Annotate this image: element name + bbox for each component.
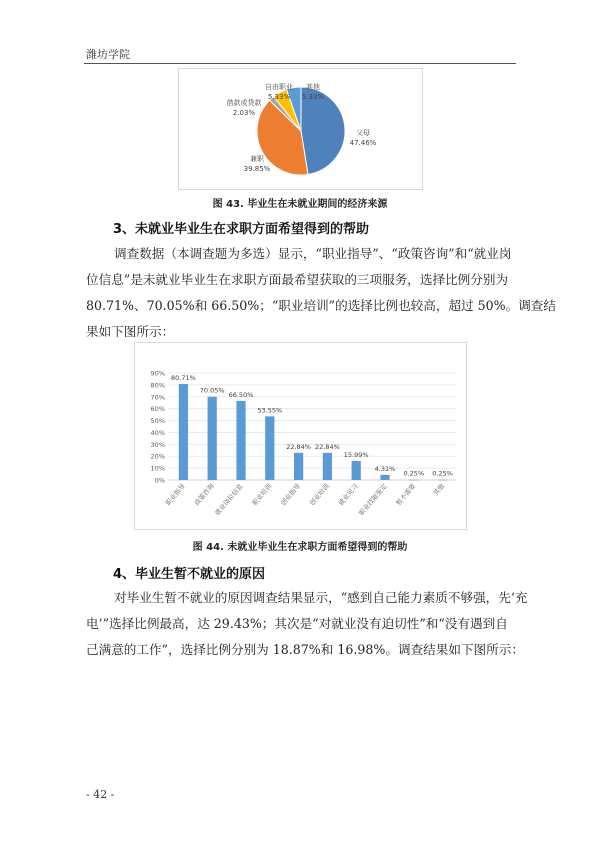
paragraph-line: 己满意的工作”，选择比例分别为 18.87%和 16.98%。调查结果如下图所示：	[86, 642, 524, 657]
bar-value-label: 70.05%	[199, 386, 225, 395]
section-4-heading: 4、毕业生暂不就业的原因	[113, 567, 266, 582]
section-3-heading: 3、未就业毕业生在求职方面希望得到的帮助	[113, 222, 370, 237]
y-tick-label: 40%	[150, 428, 165, 437]
bar-7	[380, 475, 389, 480]
y-tick-label: 10%	[150, 464, 165, 473]
figure-43-frame	[178, 68, 423, 190]
bar-3	[265, 416, 274, 480]
pie-label-other: 其他	[306, 83, 320, 91]
pie-label-parents-value: 47.46%	[349, 139, 377, 147]
x-category-label: 其他	[431, 482, 447, 498]
x-category-label: 职业指导	[164, 482, 187, 508]
y-tick-label: 70%	[150, 393, 165, 402]
paragraph-line: 位信息”是未就业毕业生在求职方面最希望获取的三项服务，选择比例分别为	[86, 272, 509, 287]
pie-label-parttime: 兼职	[250, 155, 264, 163]
page-header: 潍坊学院	[86, 48, 130, 61]
paragraph-line: 电’”选择比例最高，达 29.43%；其次是“对就业没有迫切性”和“没有遇到自	[86, 616, 508, 631]
header-rule	[84, 63, 516, 64]
bar-1	[208, 397, 217, 480]
x-category-label: 职业技能鉴定	[357, 482, 389, 518]
bar-value-label: 4.31%	[374, 464, 396, 473]
pie-label-loan: 借款或贷款	[226, 99, 262, 107]
bar-value-label: 66.50%	[228, 390, 254, 399]
pie-label-parents: 父母	[356, 129, 370, 137]
bar-9	[438, 480, 447, 481]
pie-chart	[179, 69, 422, 189]
bar-value-label: 15.99%	[343, 450, 369, 459]
y-tick-label: 90%	[150, 369, 165, 378]
section-3-paragraph	[86, 241, 556, 345]
bar-value-label: 0.25%	[432, 469, 453, 478]
bar-2	[236, 401, 245, 480]
pie-label-other-value: 5.33%	[301, 93, 325, 101]
x-category-label: 创业培训	[308, 482, 331, 508]
paragraph-line: 果如下图所示：	[86, 324, 175, 339]
pie-label-loan-value: 2.03%	[232, 109, 256, 117]
figure-44-frame	[134, 342, 467, 530]
y-tick-label: 50%	[150, 417, 165, 426]
pie-label-others-value: 5.33%	[267, 93, 291, 101]
bar-8	[409, 480, 418, 481]
bar-value-label: 80.71%	[171, 374, 196, 383]
bar-5	[323, 453, 332, 480]
bar-4	[294, 453, 303, 480]
section-4-paragraph	[86, 585, 528, 663]
x-category-label: 暂不需要	[394, 482, 418, 508]
page-number: - 42 -	[86, 788, 115, 801]
bar-value-label: 0.25%	[403, 469, 425, 478]
pie-label-others: 自由职业	[265, 83, 293, 91]
y-tick-label: 30%	[150, 440, 165, 449]
y-tick-label: 20%	[150, 452, 165, 461]
x-category-label: 就业岗位信息	[213, 482, 245, 518]
figure-44-caption: 图 44. 未就业毕业生在求职方面希望得到的帮助	[192, 542, 408, 553]
x-category-label: 创业指导	[279, 482, 303, 508]
bar-chart	[135, 343, 466, 529]
figure-43-caption: 图 43. 毕业生在未就业期间的经济来源	[212, 199, 388, 210]
x-category-label: 就业见习	[336, 482, 360, 508]
x-category-label: 职业培训	[250, 482, 274, 508]
y-tick-label: 80%	[150, 381, 165, 390]
paragraph-line: 调查数据（本调查题为多选）显示，“职业指导”、“政策咨询”和“就业岗	[114, 246, 512, 261]
bar-0	[179, 384, 188, 480]
bar-value-label: 22.84%	[315, 442, 340, 451]
paragraph-line: 80.71%、70.05%和 66.50%；“职业培训”的选择比例也较高，超过 50%。调查结	[86, 298, 556, 313]
paragraph-line: 对毕业生暂不就业的原因调查结果显示，“感到自己能力素质不够强，先‘充	[114, 590, 528, 605]
bar-6	[352, 461, 361, 480]
x-category-label: 政策咨询	[192, 482, 216, 508]
y-tick-label: 60%	[150, 405, 165, 414]
bar-value-label: 53.55%	[257, 406, 283, 415]
bar-value-label: 22.84%	[286, 442, 311, 451]
y-tick-label: 0%	[154, 476, 165, 485]
pie-label-parttime-value: 39.85%	[243, 165, 271, 173]
